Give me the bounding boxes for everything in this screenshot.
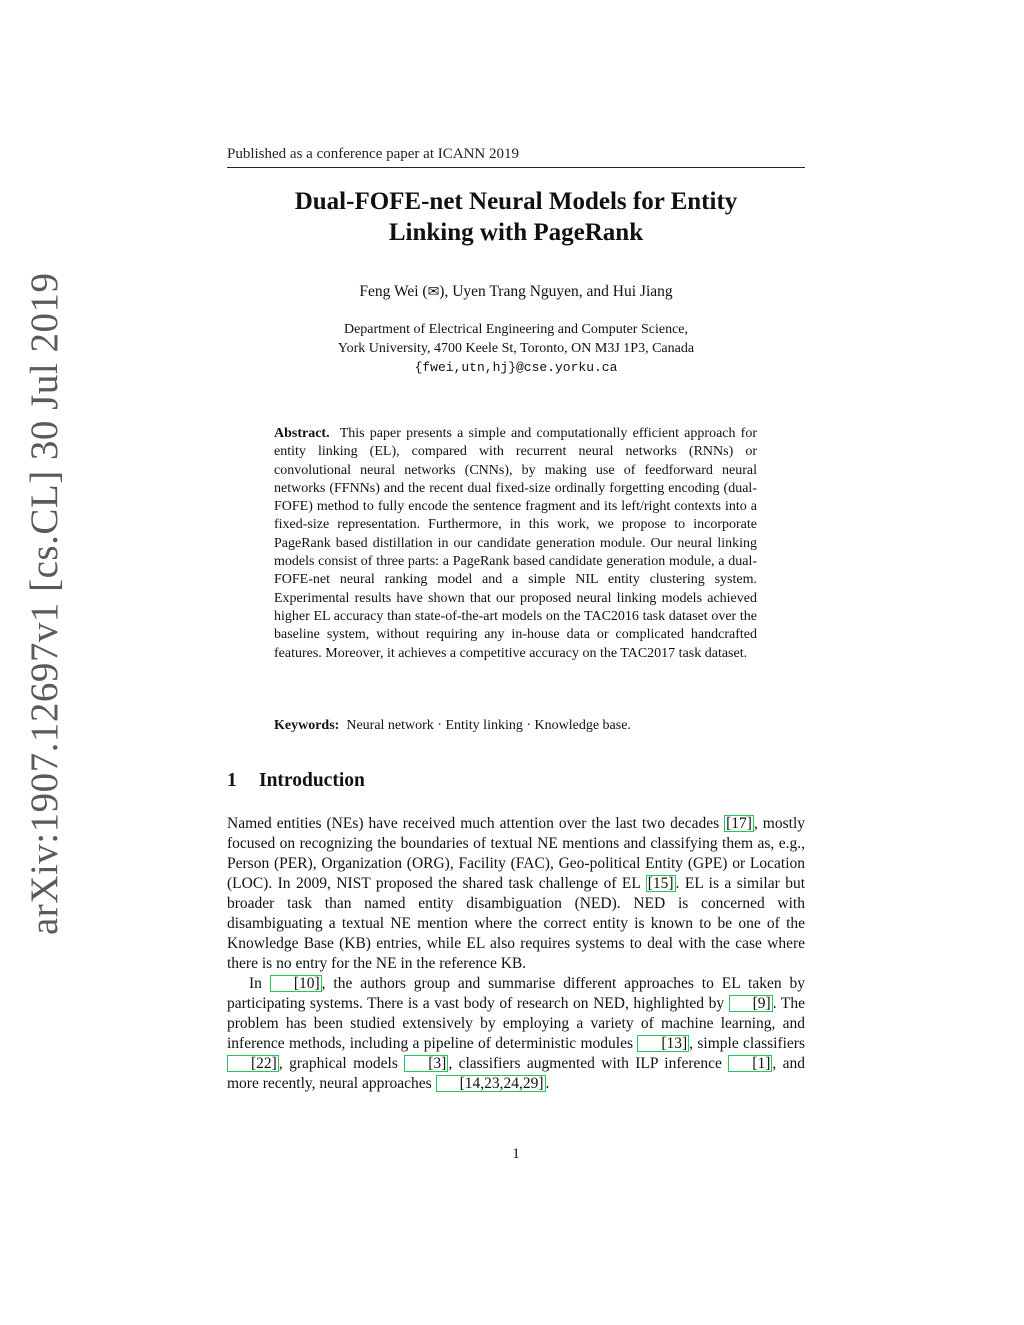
conference-header: Published as a conference paper at ICANN 2019 (227, 146, 805, 168)
citation-link[interactable]: [3] (404, 1055, 448, 1072)
citation-link[interactable]: [17] (726, 815, 752, 832)
p2-text-7: , and more recently, neural approaches (227, 1055, 805, 1092)
p2-text-5: , graphical models (278, 1055, 405, 1072)
p2-text-8: . (545, 1075, 550, 1092)
citation-link[interactable]: [10] (270, 975, 322, 992)
arxiv-stamp: arXiv:1907.12697v1 [cs.CL] 30 Jul 2019 (23, 272, 66, 935)
citation-link[interactable]: [22] (227, 1055, 279, 1072)
citation-link[interactable]: [1] (728, 1055, 772, 1072)
p2-text-3: . The problem has been studied extensively by employing a variety of machine learning, and inference methods, including a pipeline of deterministic modules (227, 995, 805, 1052)
title-line-1: Dual-FOFE-net Neural Models for Entity (294, 188, 738, 215)
affiliation (227, 320, 805, 377)
section-heading (227, 770, 805, 792)
envelope-icon: ✉ (427, 285, 440, 300)
abstract-label: Abstract. (274, 426, 330, 441)
title-line-2: Linking with PageRank (388, 219, 644, 246)
p1-text-3: . EL is a similar but broader task than named entity disambiguation (NED). NED is concerned with disambiguating a textual NE mention where the correct entity is known to be one of the Knowledge Base (KB) entries, while EL also requires systems to deal with the case where there is no entry for the NE in the reference KB. (227, 875, 806, 972)
section-number: 1 (227, 770, 237, 791)
paragraph-1 (227, 814, 805, 974)
p2-text-1: In (249, 975, 270, 992)
citation-link[interactable]: [15] (647, 875, 674, 892)
affiliation-line-1: Department of Electrical Engineering and Computer Science, (343, 322, 689, 337)
author-rest: ), Uyen Trang Nguyen, and Hui Jiang (439, 283, 673, 300)
citation-link[interactable]: [9] (729, 995, 773, 1012)
citation-link[interactable]: [13] (637, 1035, 689, 1052)
author-email: {fwei,utn,hj}@cse.yorku.ca (414, 360, 618, 375)
citation-link[interactable]: [14,23,24,29] (436, 1075, 546, 1092)
keywords-label: Keywords: (274, 718, 340, 733)
affiliation-line-2: York University, 4700 Keele St, Toronto, ON M3J 1P3, Canada (337, 341, 695, 356)
abstract-text: This paper presents a simple and computationally efficient approach for entity linking (EL), compared with recurrent neural networks (RNNs) or convolutional neural networks (CNNs), by making use of feedforward neural networks (FFNNs) and the recent dual fixed-size ordinally forgetting encoding (dual-FOFE) method to fully encode the sentence fragment and its left/right contexts into a fixed-size representation. Furthermore, in this work, we propose to incorporate PageRank based distillation in our candidate generation module. Our neural linking models consist of three parts: a PageRank based candidate generation module, a dual-FOFE-net neural ranking model and a simple NIL entity clustering system. Experimental results have shown that our proposed neural linking models achieved higher EL accuracy than state-of-the-art models on the TAC2016 task dataset over the baseline system, without requiring any in-house data or complicated handcrafted features. Moreover, it achieves a competitive accuracy on the TAC2017 task dataset. (274, 426, 757, 661)
p2-text-4: , simple classifiers (689, 1035, 805, 1052)
page-number: 1 (512, 1146, 520, 1162)
keywords (274, 718, 757, 734)
author-list (227, 283, 805, 301)
p2-text-6: , classifiers augmented with ILP inference (448, 1055, 729, 1072)
section-title: Introduction (259, 770, 365, 791)
abstract (274, 425, 757, 663)
p2-text-2: , the authors group and summarise different approaches to EL taken by participating systems. There is a vast body of research on NED, highlighted by (227, 975, 805, 1012)
keywords-text: Neural network · Entity linking · Knowledge base. (346, 718, 631, 733)
author-first: Feng Wei ( (359, 283, 428, 300)
paragraph-2 (227, 974, 805, 1094)
paper-title (227, 186, 805, 248)
p1-text-1: Named entities (NEs) have received much attention over the last two decades (227, 815, 725, 832)
p1-text-2: , mostly focused on recognizing the boundaries of textual NE mentions and classifying them as, e.g., Person (PER), Organization (ORG), Facility (FAC), Geo-political Entity (GPE) or Location (LOC). In 2009, NIST proposed the shared task challenge of EL (227, 815, 806, 892)
body-text (227, 814, 805, 1094)
